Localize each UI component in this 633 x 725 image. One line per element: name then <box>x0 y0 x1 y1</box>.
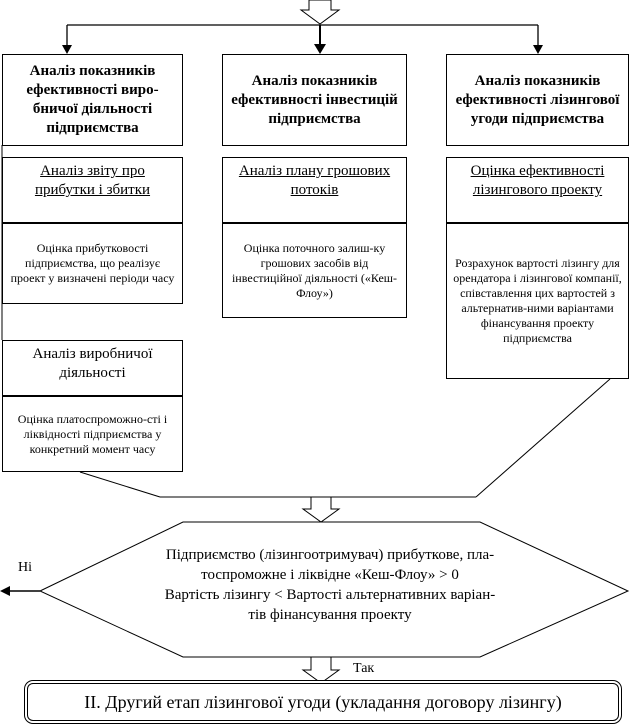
col1-sub1: Аналіз звіту про прибутки і збитки <box>2 157 183 223</box>
col1-desc2: Оцінка платоспроможно-сті і ліквідності підприємства у конкретний момент часу <box>2 396 183 472</box>
arrow-down-right <box>533 45 543 54</box>
col1-sub2: Аналіз виробничої діяльності <box>2 340 183 396</box>
col2-heading: Аналіз показників ефективності інвестицій підприємства <box>222 54 407 146</box>
col1-desc1: Оцінка прибутковості підприємства, що реалізує проект у визначені періоди часу <box>2 223 183 304</box>
decision-text: Підприємство (лізингоотримувач) прибуткове, пла- тоспроможне і ліквідне «Кеш-Флоу» > 0 Вартість лізингу < Вартості альтернативних варіан- тів фінансування проекту <box>164 547 496 623</box>
no-label: Ні <box>18 560 32 575</box>
top-arrow <box>301 0 339 24</box>
yes-label: Так <box>353 661 375 676</box>
col3-desc1: Розрахунок вартості лізингу для орендатора і лізингової компанії, співставлення цих вартостей з альтернатив-ними варіантами фінансування проекту підприємства <box>446 223 629 379</box>
col2-sub1: Аналіз плану грошових потоків <box>222 157 407 223</box>
col2-desc1: Оцінка поточного залиш-ку грошових засобів від інвестиційної діяльності («Кеш-Флоу») <box>222 223 407 318</box>
col3-heading: Аналіз показників ефективності лізингової угоди підприємства <box>446 54 629 146</box>
arrow-yes <box>303 657 339 683</box>
col1-heading: Аналіз показників ефективності виро-бничої діяльності підприємства <box>2 54 183 146</box>
final-stage-box: ІІ. Другий етап лізингової угоди (укладання договору лізингу) <box>27 683 619 721</box>
arrow-no <box>0 586 10 596</box>
col3-sub1: Оцінка ефективності лізингового проекту <box>446 157 629 223</box>
arrow-to-decision <box>303 497 339 522</box>
arrow-down-middle <box>314 44 326 54</box>
arrow-down-left <box>62 45 72 54</box>
